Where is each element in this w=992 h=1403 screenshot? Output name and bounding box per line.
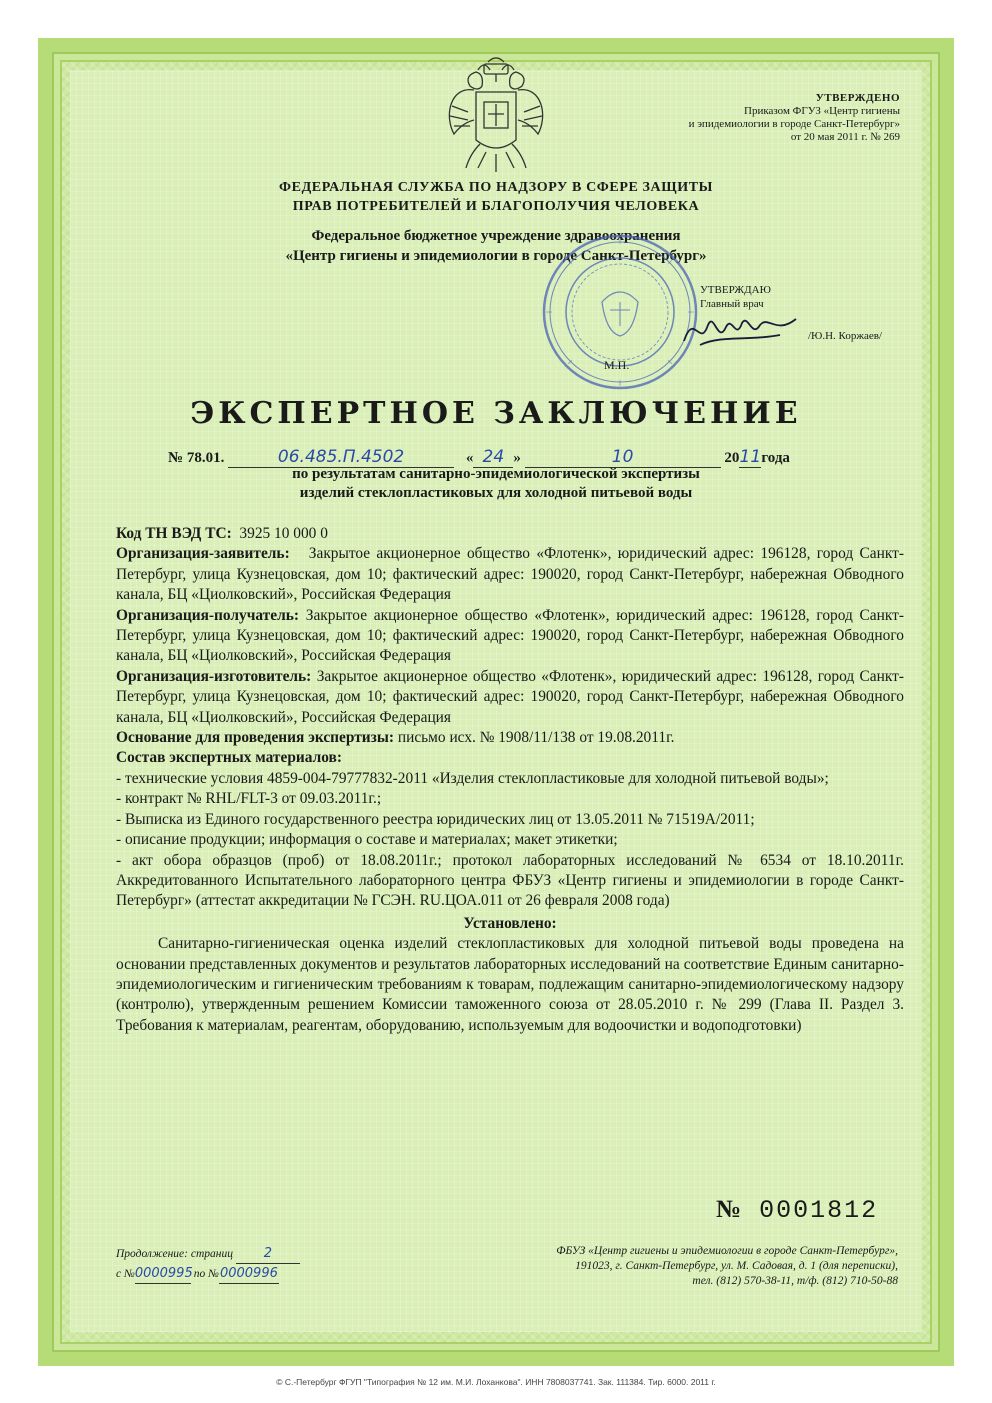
basis-row [116,728,904,748]
code-row [116,524,904,544]
basis-text: письмо исх. № 1908/11/138 от 19.08.2011г. [397,729,675,747]
applicant-row [116,544,904,605]
serial-label: № [716,1196,744,1223]
materials-item: - контракт № RHL/FLT-3 от 09.03.2011г.; [116,790,382,808]
institution-line: Федеральное бюджетное учреждение здравоохранения [311,228,681,244]
agency-line: ПРАВ ПОТРЕБИТЕЛЕЙ И БЛАГОПОЛУЧИЯ ЧЕЛОВЕКА [292,199,700,214]
recipient-text: Закрытое акционерное общество «Флотенк», юридический адрес: 196128, город Санкт-Петербург, улица Кузнецовская, дом 10; фактический адрес: 190020, город Санкт-Петербург, набережная Обводного канала, БЦ «Циолковский», Российская Федерация [116,606,904,665]
materials-heading [116,748,904,768]
code-value: 3925 10 000 0 [239,525,328,542]
institution-name [0,226,992,266]
continuation-pages: 2 [236,1244,300,1264]
number-prefix: № 78.01. [168,450,225,466]
printer-imprint: © С.-Петербург ФГУП "Типография № 12 им. М.И. Лоханкова". ИНН 7808037741. Зак. 111384. Тир. 6000. 2011 г. [276,1377,716,1387]
serial-value: 0001812 [759,1196,879,1225]
continuation-pages-row [116,1244,300,1264]
approve-signature-block [700,283,882,342]
double-headed-eagle-emblem-icon [440,56,552,184]
continuation-block [116,1244,300,1284]
subtitle-line: изделий стеклопластиковых для холодной питьевой воды [299,485,693,501]
materials-item: - технические условия 4859-004-79777832-2011 «Изделия стеклопластиковые для холодной питьевой воды»; [116,769,829,787]
materials-item: - акт обора образцов (проб) от 18.08.2011г.; протокол лабораторных исследований № 6534 от 18.10.2011г. Аккредитованного Испытательного лабораторного центра ФБУЗ «Центр гигиены и эпидемиологии в городе Санкт-Петербург» (аттестат аккредитации № ГСЭН. RU.ЦОА.011 от 26 февраля 2008 года) [116,851,904,910]
recipient-label: Организация-получатель: [116,606,299,624]
quote-close: » [513,450,521,466]
handwritten-month: 10 [525,447,721,468]
approved-line: и эпидемиологии в городе Санкт-Петербург» [688,118,900,130]
document-body [116,524,904,1036]
seal-place-label: М.П. [604,358,630,372]
handwritten-signature-icon [680,305,800,355]
applicant-label: Организация-заявитель: [116,545,290,563]
agency-name [0,178,992,216]
approve-role: Главный врач [700,298,764,310]
continuation-range-row [116,1264,300,1284]
institution-line: «Центр гигиены и эпидемиологии в городе Санкт-Петербург» [285,248,707,264]
year-prefix: 20 [724,450,740,466]
footer-line: ФБУЗ «Центр гигиены и эпидемиологии в городе Санкт-Петербург», [556,1245,898,1257]
manufacturer-row [116,667,904,728]
year-word: года [761,450,790,466]
director-name: /Ю.Н. Коржаев/ [808,330,882,342]
handwritten-day: 24 [473,447,513,468]
quote-open: « [465,450,474,466]
approved-line: Приказом ФГУЗ «Центр гигиены [744,105,900,117]
approved-line: от 20 мая 2011 г. № 269 [790,131,900,143]
basis-label: Основание для проведения экспертизы: [116,729,394,747]
approve-label: УТВЕРЖДАЮ [700,284,771,296]
handwritten-number: 06.485.П.4502 [228,447,454,468]
materials-item: - описание продукции; информация о составе и материалах; макет этикетки; [116,831,618,849]
to-label: по № [193,1268,219,1280]
agency-line: ФЕДЕРАЛЬНАЯ СЛУЖБА ПО НАДЗОРУ В СФЕРЕ ЗАЩИТЫ [279,180,713,195]
established-label: Установлено: [463,914,557,932]
established-text: Санитарно-гигиеническая оценка изделий стеклопластиковых для холодной питьевой воды проведена на основании представленных документов и результатов лабораторных исследований на соответствие Единым санитарно-эпидемиологическим и гигиеническим требованиям к товарам, подлежащим санитарно-эпидемиологическому надзору (контролю), утвержденным решением Комиссии таможенного союза от 28.05.2010 г. № 299 (Глава II. Раздел 3. Требования к материалам, реагентам, оборудованию, используемым для водоочистки и водоподготовки) [116,935,904,1034]
footer-line: 191023, г. Санкт-Петербург, ул. М. Садовая, д. 1 (для переписки), [575,1260,898,1272]
materials-item: - Выписка из Единого государственного реестра юридических лиц от 13.05.2011 № 71519А/2011; [116,810,755,828]
materials-label: Состав экспертных материалов: [116,749,342,767]
code-label: Код ТН ВЭД ТС: [116,525,232,542]
footer-line: тел. (812) 570-38-11, т/ф. (812) 710-50-88 [692,1275,898,1287]
subtitle-line: по результатам санитарно-эпидемиологической экспертизы [292,466,700,482]
institution-contacts [556,1244,898,1289]
approved-block [689,92,900,144]
manufacturer-text: Закрытое акционерное общество «Флотенк», юридический адрес: 196128, город Санкт-Петербург, улица Кузнецовская, дом 10; фактический адрес: 190020, город Санкт-Петербург, набережная Обводного канала, БЦ «Циолковский», Российская Федерация [116,667,904,726]
continuation-label: Продолжение: страниц [116,1248,233,1260]
serial-number [716,1196,878,1225]
to-value: 0000996 [219,1264,279,1284]
document-title: ЭКСПЕРТНОЕ ЗАКЛЮЧЕНИЕ [190,396,802,431]
from-label: с № [116,1268,135,1280]
recipient-row [116,606,904,667]
document-subtitle [0,465,992,503]
from-value: 0000995 [135,1264,191,1284]
handwritten-year: 11 [739,447,762,467]
approved-heading: УТВЕРЖДЕНО [815,92,900,104]
established-heading [116,914,904,934]
applicant-text: Закрытое акционерное общество «Флотенк», юридический адрес: 196128, город Санкт-Петербург, улица Кузнецовская, дом 10; фактический адрес: 190020, город Санкт-Петербург, набережная Обводного канала, БЦ «Циолковский», Российская Федерация [116,545,904,604]
manufacturer-label: Организация-изготовитель: [116,667,312,685]
